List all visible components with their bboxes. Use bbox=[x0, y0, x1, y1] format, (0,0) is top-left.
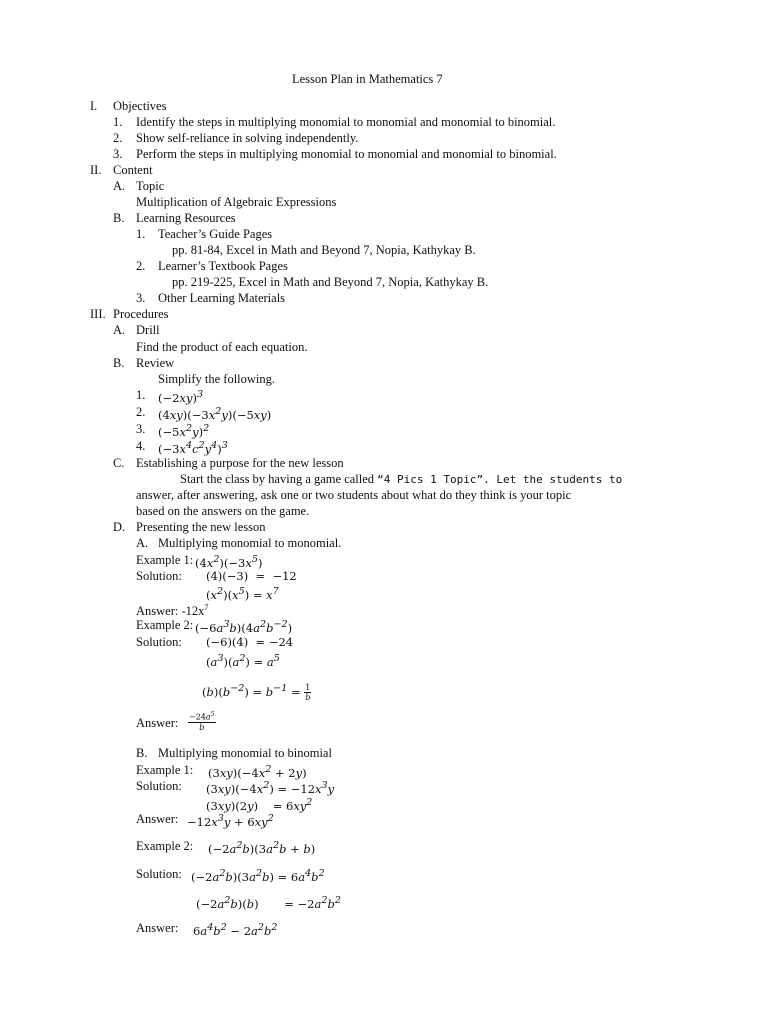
review-instruction: Simplify the following. bbox=[158, 372, 276, 386]
answer-expression: $-12x^3y + 6xy^2$ bbox=[187, 813, 274, 829]
section-num-content: II. bbox=[90, 163, 102, 177]
answer-fraction: $\frac{-24a^5}{b}$ bbox=[189, 711, 215, 732]
subsection-num: A. bbox=[113, 323, 126, 337]
answer-label: Answer: bbox=[136, 812, 179, 826]
review-expression-4: $(-3x^4c^2y^4)^3$ bbox=[158, 440, 228, 456]
solution-step: (−6)(4) = −24 bbox=[206, 635, 294, 649]
resource-label: Learner’s Textbook Pages bbox=[158, 259, 288, 273]
resource-num: 3. bbox=[136, 291, 146, 305]
subsection-num: B. bbox=[113, 211, 125, 225]
solution-step: $(a^3)(a^2) = a^5$ bbox=[206, 653, 280, 669]
objective-item: Show self-reliance in solving independently. bbox=[136, 131, 359, 145]
section-objectives-heading: Objectives bbox=[113, 99, 167, 113]
purpose-heading: Establishing a purpose for the new lesson bbox=[136, 456, 344, 470]
answer-label: Answer: bbox=[136, 716, 179, 730]
solution-step: $(b)(b^{-2}) = b^{-1}$ = $\frac{1}{b}$ bbox=[202, 683, 311, 703]
purpose-paragraph-line bbox=[180, 471, 622, 488]
review-item-num: 1. bbox=[136, 388, 146, 402]
answer-label: Answer: -12x bbox=[136, 604, 205, 619]
solution-label: Solution: bbox=[136, 569, 182, 583]
resource-detail: pp. 81-84, Excel in Math and Beyond 7, Nopia, Kathykay B. bbox=[172, 243, 476, 257]
resources-heading: Learning Resources bbox=[136, 211, 236, 225]
purpose-text: Start the class by having a game called bbox=[180, 472, 378, 486]
game-name: “4 Pics 1 Topic” bbox=[377, 473, 484, 486]
example-expression: $(-6a^3b)(4a^2b^{-2})$ bbox=[195, 619, 293, 635]
solution-label: Solution: bbox=[136, 635, 182, 649]
section-content-heading: Content bbox=[113, 163, 153, 177]
solution-label: Solution: bbox=[136, 867, 182, 881]
drill-heading: Drill bbox=[136, 323, 160, 337]
section-procedures-heading: Procedures bbox=[113, 307, 169, 321]
review-heading: Review bbox=[136, 356, 175, 370]
subsection-num: B. bbox=[113, 356, 125, 370]
objective-item: Perform the steps in multiplying monomial to monomial and monomial to binomial. bbox=[136, 147, 557, 161]
section-num-objectives: I. bbox=[90, 99, 98, 113]
example-expression: $(4x^2)(-3x^5)$ bbox=[195, 554, 263, 570]
purpose-text: . Let the students to bbox=[483, 473, 623, 486]
example-label: Example 1: bbox=[136, 553, 194, 567]
resource-detail: pp. 219-225, Excel in Math and Beyond 7, Nopia, Kathykay B. bbox=[172, 275, 489, 289]
page-title: Lesson Plan in Mathematics 7 bbox=[292, 72, 443, 86]
presenting-heading: Presenting the new lesson bbox=[136, 520, 266, 534]
solution-step: $(x^2)(x^5) = x^7$ bbox=[206, 586, 279, 602]
resource-label: Other Learning Materials bbox=[158, 291, 286, 305]
solution-step: $(-2a^2b)(3a^2b) = 6a^4b^2$ bbox=[191, 868, 325, 884]
resource-num: 1. bbox=[136, 227, 146, 241]
answer-exponent: 7 bbox=[204, 603, 209, 612]
objective-item: Identify the steps in multiplying monomial to monomial and monomial to binomial. bbox=[136, 115, 556, 129]
objective-num: 2. bbox=[113, 131, 123, 145]
review-item-num: 3. bbox=[136, 422, 146, 436]
solution-step: (4)(−3) = −12 bbox=[206, 569, 297, 583]
review-item-num: 2. bbox=[136, 405, 146, 419]
solution-step: $(3xy)(-4x^2) = -12x^3y$ bbox=[206, 780, 335, 796]
fraction: $\frac{1}{b}$ bbox=[305, 683, 311, 703]
topic-text: Multiplication of Algebraic Expressions bbox=[136, 195, 337, 209]
section-num-procedures: III. bbox=[90, 307, 106, 321]
part-a-heading: Multiplying monomial to monomial. bbox=[158, 536, 342, 550]
purpose-paragraph-line: based on the answers on the game. bbox=[136, 504, 310, 518]
subsection-num: A. bbox=[113, 179, 126, 193]
solution-step: (3xy)(2y) = $6xy^2$ bbox=[206, 797, 313, 813]
solution-step: $(-2a^2b)(b)$ = $-2a^2b^2$ bbox=[196, 895, 341, 911]
part-num: A. bbox=[136, 536, 149, 550]
example-expression: $(3xy)(-4x^2 + 2y)$ bbox=[208, 764, 307, 780]
resource-num: 2. bbox=[136, 259, 146, 273]
review-expression-2: $(4xy)(-3x^2y)(-5xy)$ bbox=[158, 406, 272, 422]
part-num: B. bbox=[136, 746, 148, 760]
answer-label: Answer: bbox=[136, 921, 179, 935]
review-expression-3: $(-5x^2y)^2$ bbox=[158, 423, 210, 439]
objective-num: 3. bbox=[113, 147, 123, 161]
example-label: Example 2: bbox=[136, 618, 194, 632]
purpose-paragraph-line: answer, after answering, ask one or two students about what do they think is your topic bbox=[136, 488, 572, 502]
drill-text: Find the product of each equation. bbox=[136, 340, 308, 354]
answer-expression: $6a^4b^2 - 2a^2b^2$ bbox=[193, 922, 278, 938]
objective-num: 1. bbox=[113, 115, 123, 129]
solution-label: Solution: bbox=[136, 779, 182, 793]
example-expression: $(-2a^2b)(3a^2b + b)$ bbox=[208, 840, 316, 856]
review-item-num: 4. bbox=[136, 439, 146, 453]
subsection-num: C. bbox=[113, 456, 125, 470]
example-label: Example 2: bbox=[136, 839, 194, 853]
part-b-heading: Multiplying monomial to binomial bbox=[158, 746, 332, 760]
topic-heading: Topic bbox=[136, 179, 165, 193]
subsection-num: D. bbox=[113, 520, 126, 534]
review-expression-1: $(-2xy)^3$ bbox=[158, 389, 204, 405]
resource-label: Teacher’s Guide Pages bbox=[158, 227, 273, 241]
example-label: Example 1: bbox=[136, 763, 194, 777]
